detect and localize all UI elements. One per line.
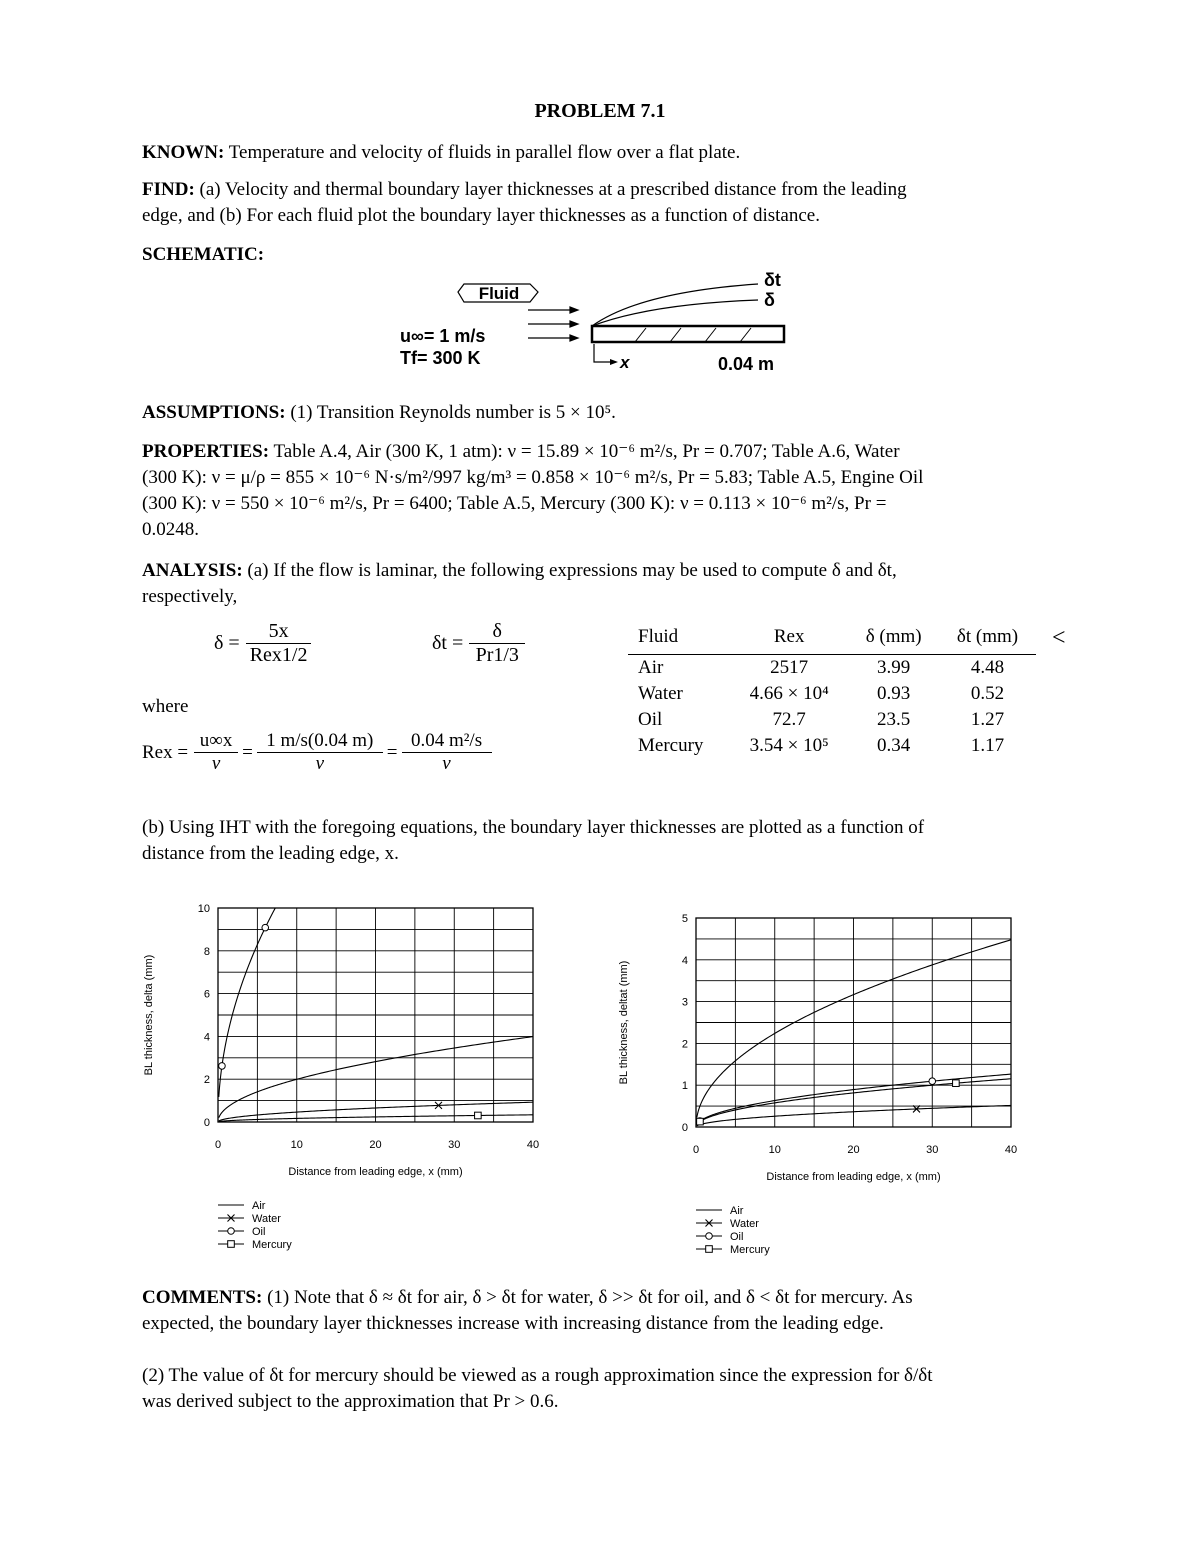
chart-grid <box>218 908 533 1122</box>
x-tick-label: 30 <box>926 1144 939 1156</box>
table-cell: 0.34 <box>877 735 911 756</box>
eq-delta-den: Rex1/2 <box>249 644 308 666</box>
results-table <box>628 620 1036 759</box>
x-axis-arrow <box>594 344 612 362</box>
legend-label-air: Air <box>730 1205 744 1217</box>
table-cell: Air <box>638 657 664 678</box>
y-tick-label: 8 <box>203 945 210 958</box>
table-cell: 4.48 <box>970 657 1005 678</box>
assumptions-label: ASSUMPTIONS: <box>142 402 286 423</box>
chart-delta <box>140 895 570 1260</box>
assumptions-text: (1) Transition Reynolds number is 5 × 10⁵. <box>290 402 616 423</box>
table-row <box>628 681 1036 707</box>
comment-1-line2: expected, the boundary layer thicknesses increase with increasing distance from the leading edge. <box>142 1313 884 1334</box>
part-b-line2: distance from the leading edge, x. <box>142 843 399 864</box>
find-line1: (a) Velocity and thermal boundary layer thicknesses at a prescribed distance from the leading <box>199 179 907 200</box>
series-marker-oil <box>262 924 269 931</box>
velocity-boundary-layer-curve <box>592 300 758 326</box>
known-label: KNOWN: <box>142 142 225 163</box>
find-label: FIND: <box>142 179 195 200</box>
eq-re-fraction-3 <box>402 730 492 775</box>
eq-re-num2: 1 m/s(0.04 m) <box>257 730 383 753</box>
delta-t-label: δt <box>764 270 781 290</box>
eq-re-fraction-1 <box>194 730 238 775</box>
equation-delta-t <box>432 620 525 667</box>
y-tick-label: 4 <box>203 1031 210 1044</box>
table-header-cell: Fluid <box>628 620 730 655</box>
delta-label: δ <box>764 290 775 310</box>
comments-section <box>142 1285 913 1311</box>
series-marker-mercury <box>475 1112 482 1119</box>
chart-grid <box>696 918 1011 1127</box>
table-row <box>628 655 1036 682</box>
table-cell: Oil <box>638 709 663 730</box>
table-cell: 4.66 × 10⁴ <box>749 683 829 704</box>
legend-label-water: Water <box>252 1213 281 1225</box>
temperature-label: Tf= 300 K <box>400 348 481 368</box>
eq-delta-num: 5x <box>246 620 312 644</box>
result-marker: < <box>1052 625 1066 651</box>
y-tick-label: 5 <box>681 913 688 925</box>
flat-plate <box>592 326 784 342</box>
length-label: 0.04 m <box>718 354 775 374</box>
table-cell: 0.93 <box>877 683 911 704</box>
x-tick-label: 30 <box>448 1139 461 1151</box>
known-text: Temperature and velocity of fluids in parallel flow over a flat plate. <box>228 142 741 163</box>
table-cell: 1.17 <box>970 735 1005 756</box>
series-marker-mercury <box>953 1080 960 1087</box>
eq-re-den3: ν <box>442 753 451 774</box>
table-cell: Water <box>638 683 683 704</box>
y-axis-label: BL thickness, deltat (mm) <box>618 960 630 1085</box>
comment-2-line1: (2) The value of δt for mercury should be viewed as a rough approximation since the expression for δ/δt <box>142 1365 933 1386</box>
legend-marker-mercury <box>228 1241 235 1248</box>
schematic-diagram <box>380 262 820 382</box>
assumptions-section <box>142 400 616 426</box>
x-tick-label: 20 <box>847 1144 860 1156</box>
table-cell: 72.7 <box>772 709 806 730</box>
legend-label-mercury: Mercury <box>252 1239 292 1251</box>
analysis-line2: respectively, <box>142 586 238 607</box>
comments-label: COMMENTS: <box>142 1287 263 1308</box>
x-tick-label: 10 <box>290 1139 303 1151</box>
find-line2: edge, and (b) For each fluid plot the boundary layer thicknesses as a function of distance. <box>142 205 820 226</box>
x-tick-label: 10 <box>768 1144 781 1156</box>
velocity-label: u∞= 1 m/s <box>400 326 486 346</box>
legend-label-mercury: Mercury <box>730 1244 770 1256</box>
legend-label-oil: Oil <box>252 1226 266 1238</box>
flow-arrows <box>528 307 578 341</box>
x-tick-label: 0 <box>692 1144 700 1156</box>
eq-sign-2: = <box>386 741 398 763</box>
legend-marker-mercury <box>706 1246 713 1253</box>
part-b-line1: (b) Using IHT with the foregoing equations, the boundary layer thicknesses are plotted as a function of <box>142 817 925 838</box>
legend-marker-oil <box>706 1233 713 1240</box>
thermal-boundary-layer-curve <box>592 284 758 326</box>
table-cell: 0.52 <box>970 683 1005 704</box>
eq-re-num3: 0.04 m²/s <box>402 730 492 753</box>
chart-delta-t <box>615 905 1045 1260</box>
properties-line3: (300 K): ν = 550 × 10⁻⁶ m²/s, Pr = 6400; Table A.5, Mercury (300 K): ν = 0.113 × 10⁻⁶ m²/s, Pr = <box>142 493 887 514</box>
eq-delta-fraction <box>246 620 312 667</box>
eq-re-lhs: Rex = <box>142 741 189 763</box>
table-cell: 1.27 <box>970 709 1005 730</box>
eq-deltat-num: δ <box>469 620 525 644</box>
known-section <box>142 140 740 166</box>
series-marker-mercury <box>697 1118 704 1125</box>
x-axis-label: Distance from leading edge, x (mm) <box>766 1171 941 1183</box>
legend-label-water: Water <box>730 1218 759 1230</box>
y-tick-label: 0 <box>681 1122 688 1134</box>
table-header-row <box>628 620 1036 655</box>
schematic-label: SCHEMATIC: <box>142 244 265 265</box>
properties-line4: 0.0248. <box>142 519 199 540</box>
properties-line2: (300 K): ν = μ/ρ = 855 × 10⁻⁶ N·s/m²/997 kg/m³ = 0.858 × 10⁻⁶ m²/s, Pr = 5.83; Table A.5, Engine Oil <box>142 467 924 488</box>
properties-section <box>142 439 900 465</box>
table-cell: 2517 <box>770 657 809 678</box>
equation-delta <box>214 620 311 667</box>
table-cell: Mercury <box>638 735 704 756</box>
eq-re-fraction-2 <box>257 730 383 775</box>
where-text: where <box>142 696 189 717</box>
y-tick-label: 3 <box>681 996 688 1009</box>
x-label: x <box>620 353 630 372</box>
table-row <box>628 733 1036 759</box>
table-header-cell: δt (mm) <box>939 620 1036 655</box>
table-cell: 3.54 × 10⁵ <box>749 735 829 756</box>
y-tick-label: 6 <box>203 988 210 1001</box>
chart-legend <box>696 1205 770 1256</box>
y-tick-label: 1 <box>681 1080 688 1093</box>
comment-2-line2: was derived subject to the approximation that Pr > 0.6. <box>142 1391 559 1412</box>
y-tick-label: 0 <box>203 1117 210 1129</box>
y-tick-label: 4 <box>681 954 688 967</box>
eq-deltat-lhs: δt = <box>432 632 464 654</box>
eq-delta-lhs: δ = <box>214 632 240 654</box>
x-tick-label: 0 <box>214 1139 222 1151</box>
eq-deltat-den: Pr1/3 <box>475 644 519 666</box>
fluid-label: Fluid <box>478 284 520 303</box>
legend-label-air: Air <box>252 1200 266 1212</box>
y-tick-label: 2 <box>203 1074 210 1087</box>
table-header-cell: Rex <box>730 620 848 655</box>
table-header-cell: δ (mm) <box>848 620 939 655</box>
eq-re-num1: u∞x <box>194 730 238 753</box>
equation-reynolds <box>142 730 492 775</box>
y-axis-label: BL thickness, delta (mm) <box>143 954 155 1076</box>
legend-label-oil: Oil <box>730 1231 744 1243</box>
x-tick-label: 20 <box>369 1139 382 1151</box>
eq-re-den2: ν <box>315 753 325 774</box>
y-tick-label: 2 <box>681 1038 688 1051</box>
series-marker-oil <box>219 1063 226 1070</box>
x-axis-label: Distance from leading edge, x (mm) <box>288 1166 463 1178</box>
page-title: PROBLEM 7.1 <box>534 100 666 122</box>
series-marker-oil <box>929 1078 936 1085</box>
analysis-label: ANALYSIS: <box>142 560 243 581</box>
find-section <box>142 177 907 203</box>
y-tick-label: 10 <box>197 903 210 915</box>
comment-1-line1: (1) Note that δ ≈ δt for air, δ > δt for water, δ >> δt for oil, and δ < δt for mercury. As <box>267 1287 913 1308</box>
x-tick-label: 40 <box>526 1139 540 1151</box>
properties-label: PROPERTIES: <box>142 441 270 462</box>
eq-deltat-fraction <box>469 620 525 667</box>
properties-line1: Table A.4, Air (300 K, 1 atm): ν = 15.89 × 10⁻⁶ m²/s, Pr = 0.707; Table A.6, Water <box>273 441 900 462</box>
analysis-section <box>142 558 897 584</box>
eq-sign-1: = <box>242 741 253 763</box>
table-cell: 3.99 <box>877 657 911 678</box>
eq-re-den1: ν <box>211 753 221 774</box>
analysis-line1: (a) If the flow is laminar, the following expressions may be used to compute δ and δt, <box>247 560 897 581</box>
x-tick-label: 40 <box>1004 1144 1018 1156</box>
chart-legend <box>218 1200 292 1251</box>
table-cell: 23.5 <box>877 709 911 730</box>
table-row <box>628 707 1036 733</box>
legend-marker-oil <box>228 1228 235 1235</box>
